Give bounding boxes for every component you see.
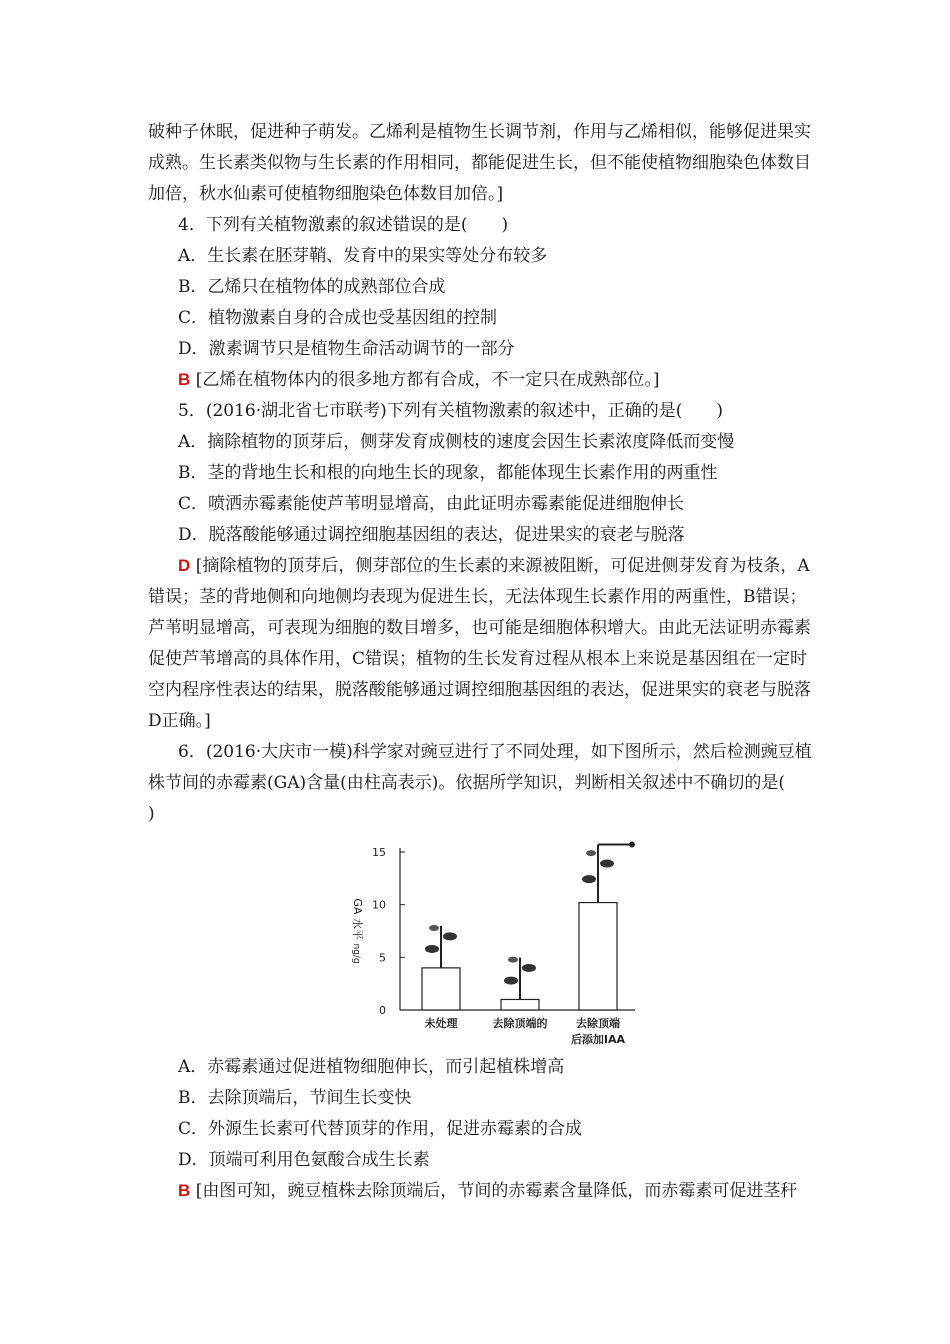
plant-leaf	[425, 945, 439, 953]
plant-leaf	[522, 964, 536, 972]
option-b: B．茎的背地生长和根的向地生长的现象，都能体现生长素作用的两重性	[178, 463, 718, 483]
answer-letter: B	[178, 370, 191, 389]
plant-leaf	[508, 957, 518, 963]
option-c: C．外源生长素可代替顶芽的作用，促进赤霉素的合成	[178, 1119, 583, 1139]
option-b: B．乙烯只在植物体的成熟部位合成	[178, 277, 446, 297]
plant-leaf	[443, 932, 457, 940]
option-b: B．去除顶端后，节间生长变快	[178, 1088, 412, 1108]
plant-leaf	[582, 875, 596, 883]
y-tick-label: 15	[372, 846, 386, 859]
answer-line	[178, 1179, 797, 1203]
answer-explanation: [由图可知，豌豆植株去除顶端后，节间的赤霉素含量降低，而赤霉素可促进茎秆	[195, 1181, 798, 1201]
answer-explanation: [乙烯在植物体内的很多地方都有合成，不一定只在成熟部位。]	[195, 370, 660, 390]
category-label: 未处理	[424, 1017, 458, 1030]
question-4-stem: 4．下列有关植物激素的叙述错误的是( )	[178, 215, 509, 235]
y-tick-label: 0	[379, 1004, 386, 1017]
text-line: )	[148, 804, 155, 824]
option-a: A．赤霉素通过促进植物细胞伸长，而引起植株增高	[178, 1057, 565, 1077]
option-c: C．植物激素自身的合成也受基因组的控制	[178, 308, 498, 328]
bar	[501, 999, 539, 1010]
bar	[422, 968, 460, 1010]
text-line: 成熟。生长素类似物与生长素的作用相同，都能促进生长，但不能使植物细胞染色体数目	[148, 153, 811, 173]
answer-line	[178, 368, 659, 392]
plant-leaf	[586, 850, 596, 856]
text-line: 破种子休眠，促进种子萌发。乙烯利是植物生长调节剂，作用与乙烯相似，能够促进果实	[148, 122, 811, 142]
plant-leaf	[429, 925, 439, 931]
answer-letter: B	[178, 1181, 191, 1200]
option-d: D．顶端可利用色氨酸合成生长素	[178, 1150, 430, 1170]
answer-letter: D	[178, 556, 191, 575]
text-line: 空内程序性表达的结果，脱落酸能够通过调控细胞基因组的表达，促进果实的衰老与脱落	[148, 680, 811, 700]
bar	[579, 903, 617, 1010]
option-d: D．脱落酸能够通过调控细胞基因组的表达，促进果实的衰老与脱落	[178, 525, 685, 545]
plant-leaf	[504, 977, 518, 985]
y-tick-label: 10	[372, 898, 386, 912]
text-line: 株节间的赤霉素(GA)含量(由柱高表示)。依据所学知识，判断相关叙述中不确切的是(	[148, 773, 786, 793]
y-axis-label-part: 水平	[351, 917, 364, 944]
ga-bar-chart	[340, 838, 640, 1058]
y-tick-label: 5	[379, 951, 386, 965]
text-line: D正确。]	[148, 711, 211, 731]
category-label: 后添加IAA	[570, 1033, 626, 1046]
category-label: 去除顶端	[576, 1017, 620, 1030]
text-line: 错误；茎的背地侧和向地侧均表现为促进生长，无法体现生长素作用的两重性，B错误；	[148, 587, 807, 607]
y-axis-label-part: ng/g	[351, 943, 361, 964]
question-5-stem: 5．(2016·湖北省七市联考)下列有关植物激素的叙述中，正确的是( )	[178, 401, 724, 421]
iaa-drop	[629, 842, 635, 848]
question-6-stem: 6．(2016·大庆市一模)科学家对豌豆进行了不同处理，如下图所示，然后检测豌豆植	[178, 742, 812, 762]
text-line: 加倍，秋水仙素可使植物细胞染色体数目加倍。]	[148, 184, 504, 204]
category-label: 去除顶端的	[492, 1017, 548, 1030]
option-c: C．喷洒赤霉素能使芦苇明显增高，由此证明赤霉素能促进细胞伸长	[178, 494, 685, 514]
answer-line	[178, 554, 810, 578]
plant-leaf	[600, 860, 614, 868]
text-line: 促使芦苇增高的具体作用，C错误；植物的生长发育过程从根本上来说是基因组在一定时	[148, 649, 808, 669]
y-axis-label	[351, 898, 365, 963]
y-axis-label-part: GA	[351, 898, 364, 918]
option-a: A．生长素在胚芽鞘、发育中的果实等处分布较多	[178, 246, 548, 266]
chart-svg	[340, 838, 640, 1058]
option-a: A．摘除植物的顶芽后，侧芽发育成侧枝的速度会因生长素浓度降低而变慢	[178, 432, 735, 452]
text-line: 芦苇明显增高，可表现为细胞的数目增多，也可能是细胞体积增大。由此无法证明赤霉素	[148, 618, 811, 638]
answer-explanation: [摘除植物的顶芽后，侧芽部位的生长素的来源被阻断，可促进侧芽发育为枝条，A	[195, 556, 810, 576]
option-d: D．激素调节只是植物生命活动调节的一部分	[178, 339, 515, 359]
